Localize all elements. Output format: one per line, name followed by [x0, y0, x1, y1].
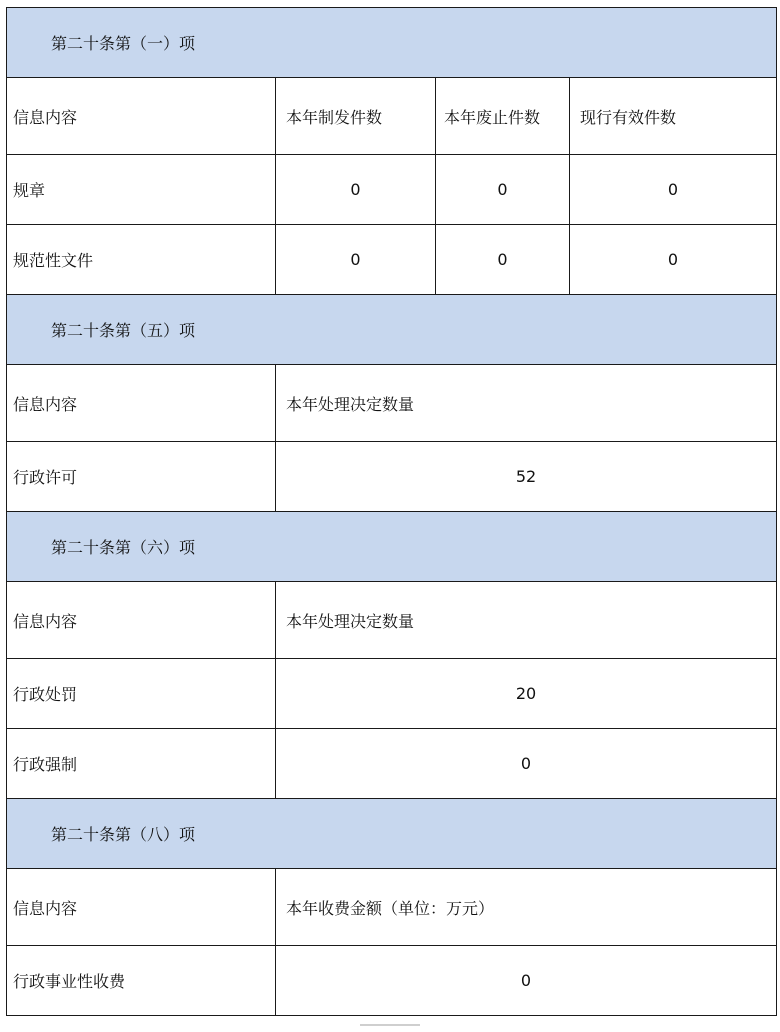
column-header: 本年处理决定数量: [276, 365, 777, 442]
section-title: 第二十条第（六）项: [7, 512, 777, 582]
table-row: [7, 155, 777, 225]
table-cell: 20: [276, 659, 777, 729]
table-row: [7, 78, 777, 155]
column-header: 信息内容: [7, 78, 276, 155]
section-header: [7, 8, 777, 78]
table-row: [7, 659, 777, 729]
section-header: [7, 512, 777, 582]
table-row: [7, 225, 777, 295]
row-label: 行政强制: [7, 729, 276, 799]
table-cell: 0: [276, 729, 777, 799]
column-header: 信息内容: [7, 582, 276, 659]
info-disclosure-table: [6, 7, 777, 1016]
section-header: [7, 295, 777, 365]
table-cell: 0: [436, 155, 570, 225]
table-cell: 52: [276, 442, 777, 512]
column-header: 本年收费金额（单位：万元）: [276, 869, 777, 946]
column-header: 本年废止件数: [436, 78, 570, 155]
row-label: 规章: [7, 155, 276, 225]
page-edge-mark: [360, 1024, 420, 1026]
row-label: 行政许可: [7, 442, 276, 512]
section-title: 第二十条第（一）项: [7, 8, 777, 78]
column-header: 现行有效件数: [570, 78, 777, 155]
section-title: 第二十条第（五）项: [7, 295, 777, 365]
table-row: [7, 442, 777, 512]
table-row: [7, 582, 777, 659]
table-cell: 0: [570, 155, 777, 225]
section-title: 第二十条第（八）项: [7, 799, 777, 869]
table-row: [7, 946, 777, 1016]
column-header: 信息内容: [7, 365, 276, 442]
table-cell: 0: [276, 155, 436, 225]
table-row: [7, 729, 777, 799]
column-header: 本年制发件数: [276, 78, 436, 155]
section-header: [7, 799, 777, 869]
table-cell: 0: [276, 225, 436, 295]
column-header: 信息内容: [7, 869, 276, 946]
column-header: 本年处理决定数量: [276, 582, 777, 659]
table-cell: 0: [570, 225, 777, 295]
document-table-wrapper: [6, 7, 776, 1016]
table-row: [7, 869, 777, 946]
row-label: 规范性文件: [7, 225, 276, 295]
row-label: 行政处罚: [7, 659, 276, 729]
row-label: 行政事业性收费: [7, 946, 276, 1016]
table-row: [7, 365, 777, 442]
table-cell: 0: [436, 225, 570, 295]
table-cell: 0: [276, 946, 777, 1016]
